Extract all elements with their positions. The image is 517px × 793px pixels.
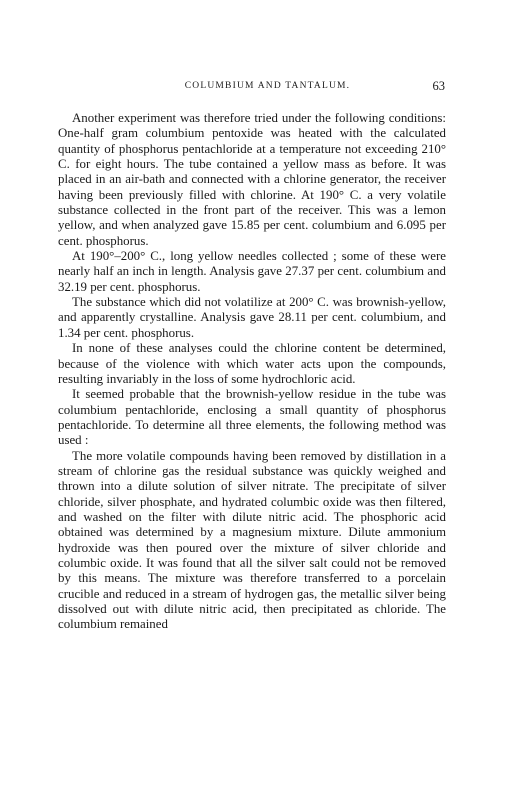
paragraph: Another experiment was therefore tried under the following conditions: One-half gram columbium pentoxide was heated with the calculated quantity of phosphorus pentachloride at a temperature not exceeding 210° C. for eight hours. The tube contained a yellow mass as before. It was placed in an air-bath and connected with a chlorine generator, the receiver having been previously filled with chlorine. At 190° C. a very volatile substance collected in the front part of the receiver. This was a lemon yellow, and when analyzed gave 15.85 per cent. columbium and 6.095 per cent. phosphorus. bbox=[58, 111, 446, 248]
paragraph: The substance which did not volatilize at 200° C. was brownish-yellow, and apparently crystalline. Analysis gave 28.11 per cent. columbium, and 1.34 per cent. phosphorus. bbox=[58, 295, 446, 340]
paragraph: At 190°–200° C., long yellow needles collected ; some of these were nearly half an inch in length. Analysis gave 27.37 per cent. columbium and 32.19 per cent. phosphorus. bbox=[58, 249, 446, 294]
paragraph: It seemed probable that the brownish-yellow residue in the tube was columbium pentachloride, enclosing a small quantity of phosphorus pentachloride. To determine all three elements, the following method was used : bbox=[58, 387, 446, 448]
body-text bbox=[58, 111, 446, 633]
paragraph: In none of these analyses could the chlorine content be determined, because of the violence with which water acts upon the compounds, resulting invariably in the loss of some hydrochloric acid. bbox=[58, 341, 446, 386]
running-title: COLUMBIUM AND TANTALUM. bbox=[184, 81, 351, 91]
page-number: 63 bbox=[432, 79, 445, 93]
paragraph: The more volatile compounds having been removed by distillation in a stream of chlorine gas the residual substance was quickly weighed and thrown into a dilute solution of silver nitrate. The precipitate of silver chloride, silver phosphate, and hydrated columbic oxide was then filtered, and washed on the filter with dilute nitric acid. The phosphoric acid obtained was determined by a magnesium mixture. Dilute ammonium hydroxide was then poured over the mixture of silver chloride and columbic oxide. It was found that all the silver salt could not be removed by this means. The mixture was therefore transferred to a porcelain crucible and reduced in a stream of hydrogen gas, the metallic silver being dissolved out with dilute nitric acid, then precipitated as chloride. The columbium remained bbox=[58, 448, 446, 632]
running-head bbox=[90, 78, 445, 94]
